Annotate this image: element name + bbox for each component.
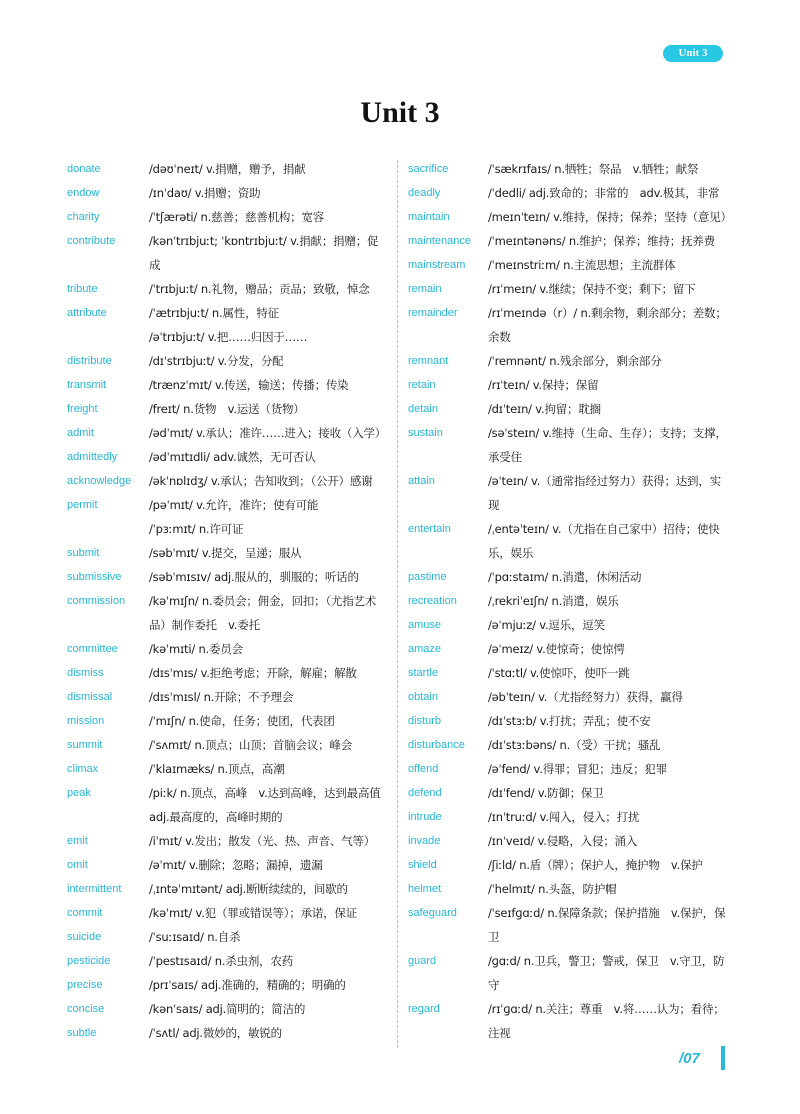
vocab-entry xyxy=(408,997,728,1045)
vocab-word: admittedly xyxy=(67,451,118,463)
vocab-entry xyxy=(67,397,387,421)
vocab-definition: /ɪnˈveɪd/ v.侵略，入侵；涌入 xyxy=(488,834,638,848)
vocab-word: startle xyxy=(408,667,438,679)
left-vocabulary-column xyxy=(67,157,392,1045)
vocab-word: disturbance xyxy=(408,739,465,751)
vocab-entry xyxy=(67,301,387,325)
vocab-word: peak xyxy=(67,787,91,799)
vocab-word: remnant xyxy=(408,355,449,367)
vocab-entry xyxy=(67,373,387,397)
vocab-word: commit xyxy=(67,907,103,919)
vocab-definition: /ˈmeɪntənəns/ n.维护；保养；维持；抚养费 xyxy=(488,234,715,248)
vocab-entry xyxy=(67,589,387,637)
vocab-word: submissive xyxy=(67,571,122,583)
vocab-entry xyxy=(408,229,728,253)
vocab-definition: /ˈsʌmɪt/ n.顶点；山顶；首脑会议；峰会 xyxy=(149,738,352,752)
vocab-word: regard xyxy=(408,1003,440,1015)
vocab-word: maintain xyxy=(408,211,450,223)
vocab-entry xyxy=(408,253,728,277)
vocab-definition: /piːk/ n.顶点，高峰 v.达到高峰，达到最高值 adj.最高度的，高峰时期的 xyxy=(149,786,392,824)
vocab-definition: /ʃiːld/ n.盾（牌）；保护人，掩护物 v.保护 xyxy=(488,858,703,872)
vocab-word: omit xyxy=(67,859,88,871)
vocab-word: precise xyxy=(67,979,103,991)
vocab-definition: /ˌentəˈteɪn/ v.（尤指在自己家中）招待；使快乐，娱乐 xyxy=(488,522,720,560)
vocab-word: dismissal xyxy=(67,691,113,703)
right-vocabulary-column xyxy=(408,157,732,1045)
vocab-word: pastime xyxy=(408,571,447,583)
vocab-word: recreation xyxy=(408,595,457,607)
vocab-word: obtain xyxy=(408,691,438,703)
vocab-definition: /ɡɑːd/ n.卫兵，警卫；警戒，保卫 v.守卫，防守 xyxy=(488,954,725,992)
vocab-entry xyxy=(408,637,728,661)
vocab-definition: /ˈsækrɪfaɪs/ n.牺牲；祭品 v.牺牲；献祭 xyxy=(488,162,699,176)
vocab-word: pesticide xyxy=(67,955,111,967)
vocab-word: offend xyxy=(408,763,439,775)
vocab-word: endow xyxy=(67,187,100,199)
vocab-entry xyxy=(408,805,728,829)
vocab-entry xyxy=(67,1021,387,1045)
vocab-word: mission xyxy=(67,715,105,727)
vocab-word: entertain xyxy=(408,523,451,535)
vocab-word: dismiss xyxy=(67,667,104,679)
vocab-definition: /ˈmɪʃn/ n.使命，任务；使团，代表团 xyxy=(149,714,335,728)
vocab-entry xyxy=(67,901,387,925)
vocab-definition: /ədˈmɪt/ v.承认；准许……进入；接收（入学） xyxy=(149,426,387,440)
vocab-entry xyxy=(67,877,387,901)
vocab-word: intermittent xyxy=(67,883,122,895)
vocab-definition: /prɪˈsaɪs/ adj.准确的，精确的；明确的 xyxy=(149,978,346,992)
vocab-definition: /kəˈmɪt/ v.犯（罪或错误等）；承诺，保证 xyxy=(149,906,358,920)
vocab-definition: /səˈsteɪn/ v.维持（生命、生存）；支持；支撑，承受住 xyxy=(488,426,727,464)
vocab-word: remainder xyxy=(408,307,458,319)
vocab-definition: /rɪˈteɪn/ v.保持；保留 xyxy=(488,378,599,392)
vocab-definition: /ɪnˈdaʊ/ v.捐赠；资助 xyxy=(149,186,261,200)
vocab-definition: /ˈsʌtl/ adj.微妙的，敏锐的 xyxy=(149,1026,282,1040)
vocab-entry xyxy=(67,853,387,877)
vocab-definition: /dɪsˈmɪsl/ n.开除；不予理会 xyxy=(149,690,294,704)
vocab-word xyxy=(67,325,149,349)
vocab-definition: /dɪˈstrɪbjuːt/ v.分发，分配 xyxy=(149,354,284,368)
vocab-word: commission xyxy=(67,595,126,607)
vocab-entry xyxy=(408,157,728,181)
vocab-word: charity xyxy=(67,211,100,223)
vocab-entry xyxy=(408,709,728,733)
vocab-entry xyxy=(408,901,728,949)
vocab-entry xyxy=(67,565,387,589)
vocab-word: defend xyxy=(408,787,442,799)
vocab-entry xyxy=(67,277,387,301)
vocab-definition: /ˈpestɪsaɪd/ n.杀虫剂，农药 xyxy=(149,954,294,968)
vocab-word: committee xyxy=(67,643,118,655)
vocab-definition: /iˈmɪt/ v.发出；散发（光、热、声音、气等） xyxy=(149,834,376,848)
vocab-entry xyxy=(67,469,387,493)
vocab-entry xyxy=(408,517,728,565)
vocab-word: intrude xyxy=(408,811,442,823)
vocab-entry xyxy=(408,397,728,421)
vocab-definition: /əkˈnɒlɪdʒ/ v.承认；告知收到；（公开）感谢 xyxy=(149,474,373,488)
vocab-definition: /ˈdedli/ adj.致命的；非常的 adv.极其，非常 xyxy=(488,186,720,200)
vocab-word: contribute xyxy=(67,235,116,247)
vocab-word: permit xyxy=(67,499,98,511)
vocab-word: freight xyxy=(67,403,98,415)
vocab-entry xyxy=(408,853,728,877)
vocab-definition: /ˈpɜːmɪt/ n.许可证 xyxy=(149,522,244,536)
vocab-word: attain xyxy=(408,475,435,487)
vocab-word: sustain xyxy=(408,427,443,439)
vocab-definition: /əbˈteɪn/ v.（尤指经努力）获得，赢得 xyxy=(488,690,683,704)
vocab-entry xyxy=(67,637,387,661)
vocab-word: helmet xyxy=(408,883,442,895)
vocab-entry xyxy=(408,565,728,589)
vocab-word: climax xyxy=(67,763,99,775)
vocab-definition: /dɪˈteɪn/ v.拘留；耽搁 xyxy=(488,402,601,416)
vocab-entry xyxy=(67,517,387,541)
vocab-word: donate xyxy=(67,163,101,175)
vocab-entry xyxy=(67,661,387,685)
vocab-entry xyxy=(67,229,387,277)
vocab-entry xyxy=(67,733,387,757)
vocab-definition: /kənˈsaɪs/ adj.简明的；简洁的 xyxy=(149,1002,306,1016)
vocab-definition: /meɪnˈteɪn/ v.维持，保持；保养；坚持（意见） xyxy=(488,210,732,224)
vocab-definition: /dəʊˈneɪt/ v.捐赠，赠予，捐献 xyxy=(149,162,306,176)
vocab-entry xyxy=(408,181,728,205)
vocab-definition: /ˈtrɪbjuːt/ n.礼物，赠品；贡品；致敬，悼念 xyxy=(149,282,370,296)
vocab-definition: /dɪˈfend/ v.防御；保卫 xyxy=(488,786,604,800)
page-title: Unit 3 xyxy=(360,96,440,129)
vocab-word: guard xyxy=(408,955,437,967)
vocab-definition: /səbˈmɪt/ v.提交，呈递；服从 xyxy=(149,546,302,560)
vocab-word: amuse xyxy=(408,619,442,631)
vocab-definition: /dɪsˈmɪs/ v.拒绝考虑；开除，解雇；解散 xyxy=(149,666,357,680)
vocab-definition: /əˈtrɪbjuːt/ v.把……归因于…… xyxy=(149,330,308,344)
vocab-entry xyxy=(408,877,728,901)
vocab-word: invade xyxy=(408,835,441,847)
column-divider xyxy=(397,160,398,1048)
vocab-word: attribute xyxy=(67,307,107,319)
vocab-definition: /əˈfend/ v.得罪；冒犯；违反；犯罪 xyxy=(488,762,668,776)
vocab-entry xyxy=(408,301,728,349)
vocab-entry xyxy=(67,829,387,853)
vocab-entry xyxy=(67,421,387,445)
vocab-entry xyxy=(408,469,728,517)
vocab-definition: /dɪˈstɜːb/ v.打扰；弄乱；使不安 xyxy=(488,714,651,728)
vocab-entry xyxy=(67,325,387,349)
vocab-entry xyxy=(67,709,387,733)
vocab-word: acknowledge xyxy=(67,475,132,487)
vocab-entry xyxy=(67,685,387,709)
vocab-entry xyxy=(67,949,387,973)
vocab-word: safeguard xyxy=(408,907,457,919)
vocab-definition: /ˈætrɪbjuːt/ n.属性，特征 xyxy=(149,306,279,320)
vocab-entry xyxy=(408,685,728,709)
vocab-entry xyxy=(408,277,728,301)
vocab-word: subtle xyxy=(67,1027,97,1039)
vocab-entry xyxy=(408,829,728,853)
vocab-entry xyxy=(408,661,728,685)
vocab-definition: /ˈstɑːtl/ v.使惊吓，使吓一跳 xyxy=(488,666,630,680)
vocab-entry xyxy=(67,781,392,829)
vocab-entry xyxy=(67,445,387,469)
vocab-definition: /ˈseɪfɡɑːd/ n.保障条款；保护措施 v.保护，保卫 xyxy=(488,906,726,944)
vocab-entry xyxy=(408,781,728,805)
vocab-entry xyxy=(67,925,387,949)
page-number-bar xyxy=(721,1046,725,1070)
vocab-entry xyxy=(67,157,387,181)
vocab-entry xyxy=(67,205,387,229)
vocab-definition: /əˈmeɪz/ v.使惊奇；使惊愕 xyxy=(488,642,625,656)
vocab-definition: /kəˈmɪʃn/ n.委员会；佣金，回扣；（尤指艺术品）制作委托 v.委托 xyxy=(149,594,377,632)
vocab-entry xyxy=(67,181,387,205)
vocab-word: deadly xyxy=(408,187,441,199)
vocab-word: sacrifice xyxy=(408,163,449,175)
vocab-word: concise xyxy=(67,1003,105,1015)
vocab-word: amaze xyxy=(408,643,442,655)
vocab-word: maintenance xyxy=(408,235,471,247)
vocab-definition: /freɪt/ n.货物 v.运送（货物） xyxy=(149,402,305,416)
vocab-entry xyxy=(67,757,387,781)
vocab-word xyxy=(67,517,149,541)
vocab-entry xyxy=(408,949,728,997)
vocab-word: suicide xyxy=(67,931,102,943)
vocab-definition: /ˈremnənt/ n.残余部分，剩余部分 xyxy=(488,354,662,368)
vocab-definition: /rɪˈmeɪn/ v.继续；保持不变；剩下；留下 xyxy=(488,282,696,296)
vocab-entry xyxy=(408,613,728,637)
vocab-word: shield xyxy=(408,859,437,871)
vocab-word: disturb xyxy=(408,715,442,727)
vocab-entry xyxy=(408,733,728,757)
vocab-word: tribute xyxy=(67,283,98,295)
vocab-definition: /ˌɪntəˈmɪtənt/ adj.断断续续的，间歇的 xyxy=(149,882,348,896)
vocab-word: admit xyxy=(67,427,94,439)
unit-tab: Unit 3 xyxy=(663,45,723,62)
vocab-definition: /ˈsuːɪsaɪd/ n.自杀 xyxy=(149,930,241,944)
vocab-definition: /səbˈmɪsɪv/ adj.服从的，驯服的；听话的 xyxy=(149,570,359,584)
vocab-definition: /ˌrekriˈeɪʃn/ n.消遣，娱乐 xyxy=(488,594,619,608)
vocab-definition: /ˈpɑːstaɪm/ n.消遣，休闲活动 xyxy=(488,570,642,584)
vocab-definition: /ɪnˈtruːd/ v.闯入，侵入；打扰 xyxy=(488,810,640,824)
vocab-entry xyxy=(67,541,387,565)
vocab-definition: /dɪˈstɜːbəns/ n.（受）干扰；骚乱 xyxy=(488,738,661,752)
vocab-word: transmit xyxy=(67,379,107,391)
vocab-definition: /kənˈtrɪbjuːt; ˈkɒntrɪbjuːt/ v.捐献；捐赠；促成 xyxy=(149,234,379,272)
vocab-definition: /ˈhelmɪt/ n.头盔，防护帽 xyxy=(488,882,617,896)
vocab-definition: /ˈmeɪnstriːm/ n.主流思想；主流群体 xyxy=(488,258,676,272)
vocab-word: distribute xyxy=(67,355,112,367)
vocab-entry xyxy=(408,589,728,613)
vocab-definition: /ədˈmɪtɪdli/ adv.诚然，无可否认 xyxy=(149,450,316,464)
vocab-definition: /rɪˈɡɑːd/ n.关注；尊重 v.将……认为；看待；注视 xyxy=(488,1002,725,1040)
vocab-entry xyxy=(67,493,387,517)
vocab-definition: /rɪˈmeɪndə（r）/ n.剩余物，剩余部分；差数；余数 xyxy=(488,306,727,344)
vocab-definition: /pəˈmɪt/ v.允许，准许；使有可能 xyxy=(149,498,319,512)
vocab-definition: /trænzˈmɪt/ v.传送，输送；传播；传染 xyxy=(149,378,349,392)
vocab-entry xyxy=(408,373,728,397)
vocab-entry xyxy=(67,973,387,997)
vocab-definition: /kəˈmɪti/ n.委员会 xyxy=(149,642,243,656)
vocab-definition: /ˈklaɪmæks/ n.顶点，高潮 xyxy=(149,762,285,776)
vocab-word: mainstream xyxy=(408,259,466,271)
vocab-entry xyxy=(408,421,728,469)
vocab-entry xyxy=(67,349,387,373)
vocab-entry xyxy=(67,997,387,1021)
vocab-entry xyxy=(408,349,728,373)
vocab-entry xyxy=(408,205,732,229)
vocab-word: retain xyxy=(408,379,436,391)
page-number: /07 xyxy=(679,1050,700,1067)
vocab-definition: /ˈtʃærəti/ n.慈善；慈善机构；宽容 xyxy=(149,210,325,224)
vocab-definition: /əˈmjuːz/ v.逗乐，逗笑 xyxy=(488,618,605,632)
vocab-definition: /əˈmɪt/ v.删除；忽略；漏掉，遗漏 xyxy=(149,858,323,872)
vocab-word: detain xyxy=(408,403,438,415)
vocab-word: submit xyxy=(67,547,100,559)
vocab-word: remain xyxy=(408,283,442,295)
vocab-entry xyxy=(408,757,728,781)
vocab-definition: /əˈteɪn/ v.（通常指经过努力）获得；达到，实现 xyxy=(488,474,721,512)
vocab-word: emit xyxy=(67,835,88,847)
vocab-word: summit xyxy=(67,739,103,751)
